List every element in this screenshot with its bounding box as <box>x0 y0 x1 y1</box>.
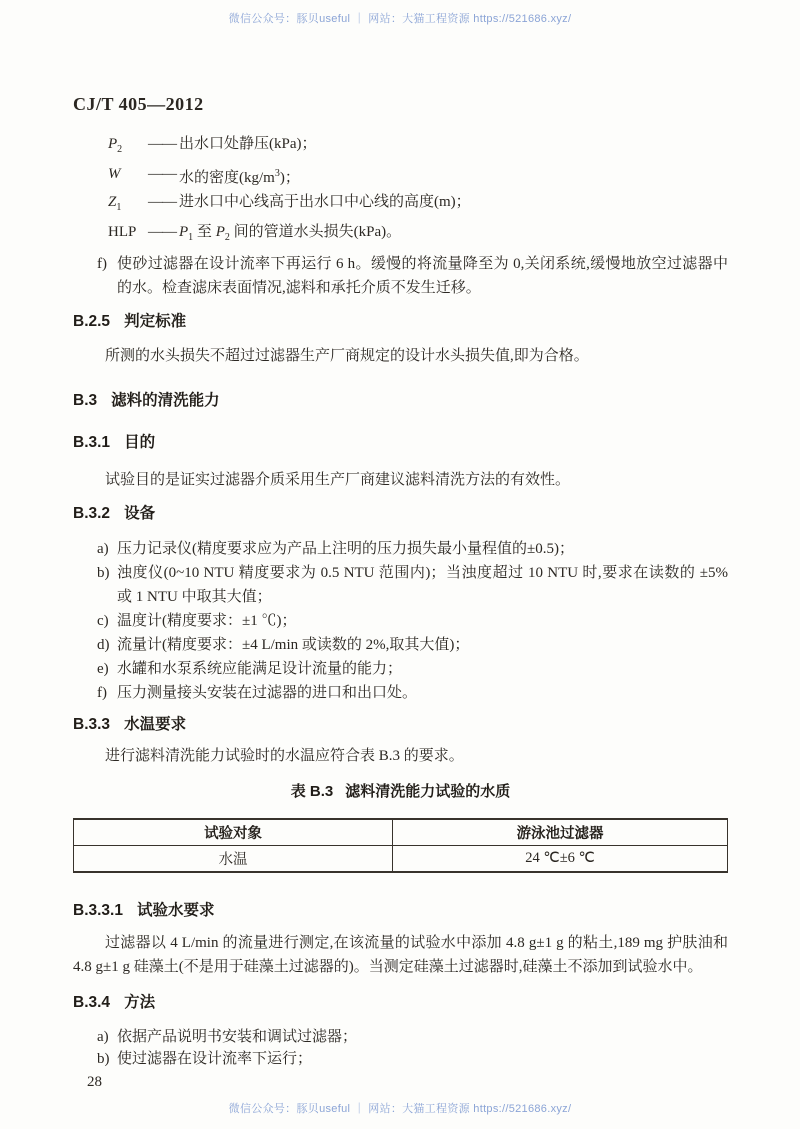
definition-w-desc-pre: 水的密度(kg/m <box>179 170 275 186</box>
symbol-w-letter: W <box>108 166 121 182</box>
section-heading-b3 <box>73 391 728 411</box>
table-header-test-object: 试验对象 <box>74 819 393 846</box>
table-row <box>74 846 728 873</box>
watermark-bottom: 微信公众号：豚贝useful ｜ 网站：大猫工程资源 https://521686.xyz/ <box>228 1103 572 1115</box>
watermark-top: 微信公众号：豚贝useful ｜ 网站：大猫工程资源 https://521686.xyz/ <box>228 13 572 25</box>
table-cell-water-temp-value: 24 ℃±6 ℃ <box>393 846 728 873</box>
symbol-p1-subscript: 1 <box>188 232 194 243</box>
section-title: 水温要求 <box>124 716 187 733</box>
section-title: 设备 <box>124 505 156 522</box>
paragraph-b2-5: 所测的水头损失不超过过滤器生产厂商规定的设计水头损失值,即为合格。 <box>105 348 589 364</box>
symbol-p2-subscript: 2 <box>117 144 123 155</box>
symbol-p1-letter: P <box>179 224 189 240</box>
list-item-text: 使过滤器在设计流率下运行； <box>117 1051 313 1067</box>
list-marker: e) <box>97 661 109 677</box>
definition-w-superscript: 3 <box>274 168 280 179</box>
definition-dash: —— <box>148 166 176 182</box>
list-item-text: 流量计(精度要求：±4 L/min 或读数的 2%,取其大值)； <box>117 637 470 653</box>
section-heading-b3-2 <box>73 504 728 524</box>
definition-dash: —— <box>148 224 176 240</box>
definition-dash: —— <box>148 194 176 210</box>
symbol-p2-subscript: 2 <box>224 232 230 243</box>
section-number: B.3.4 <box>73 994 111 1011</box>
definition-row-p2 <box>108 132 728 162</box>
table-caption-title: 滤料清洗能力试验的水质 <box>345 783 511 800</box>
list-item-a <box>73 1026 728 1048</box>
symbol-z1-letter: Z <box>108 194 117 210</box>
list-item-f-sand-filter <box>73 252 728 300</box>
table-caption-label: 表 B.3 <box>290 783 334 800</box>
list-marker: d) <box>97 637 110 653</box>
symbol-w <box>108 162 148 190</box>
definition-hlp-desc <box>179 220 401 250</box>
section-number: B.3.1 <box>73 434 111 451</box>
symbol-p2 <box>108 132 148 162</box>
section-title: 试验水要求 <box>136 902 215 919</box>
section-heading-b2-5 <box>73 312 728 332</box>
section-number: B.3 <box>73 392 98 409</box>
symbol-definitions <box>108 132 728 250</box>
list-item-text: 水罐和水泵系统应能满足设计流量的能力； <box>117 661 403 677</box>
list-item-d <box>73 633 728 657</box>
page-number: 28 <box>87 1074 102 1090</box>
method-list <box>73 1026 728 1070</box>
list-item-f <box>73 681 728 705</box>
list-marker: a) <box>97 541 109 557</box>
definition-row-hlp <box>108 220 728 250</box>
list-item-text: 压力测量接头安装在过滤器的进口和出口处。 <box>117 685 418 701</box>
list-item-text: 依据产品说明书安装和调试过滤器； <box>117 1029 358 1045</box>
symbol-hlp: HLP <box>108 224 137 240</box>
section-heading-b3-1 <box>73 433 728 453</box>
definition-p2-desc: 出水口处静压(kPa)； <box>179 136 317 152</box>
list-marker: a) <box>97 1029 109 1045</box>
list-marker: c) <box>97 613 109 629</box>
definition-z1-desc: 进水口中心线高于出水口中心线的高度(m)； <box>179 194 471 210</box>
symbol-z1-subscript: 1 <box>116 202 122 213</box>
section-heading-b3-3 <box>73 715 728 735</box>
section-heading-b3-3-1 <box>73 901 728 921</box>
list-marker: b) <box>97 1051 110 1067</box>
list-marker: b) <box>97 565 110 581</box>
section-number: B.3.3 <box>73 716 111 733</box>
list-item-b <box>73 561 728 609</box>
symbol-p2-letter: P <box>215 224 225 240</box>
list-item-c <box>73 609 728 633</box>
list-marker: f) <box>97 685 107 701</box>
list-item-a <box>73 537 728 561</box>
section-number: B.3.2 <box>73 505 111 522</box>
definition-row-w <box>108 162 728 190</box>
paragraph-b3-3-1: 过滤器以 4 L/min 的流量进行测定,在该流量的试验水中添加 4.8 g±1 g 的粘土,189 mg 护肤油和 4.8 g±1 g 硅藻土(不是用于硅藻土过滤器的)。当测定硅藻土过滤器时,硅藻土不添加到试验水中。 <box>73 935 728 975</box>
section-number: B.3.3.1 <box>73 902 123 919</box>
table-b3 <box>73 818 728 873</box>
definition-row-z1 <box>108 190 728 220</box>
table-header-row <box>74 819 728 846</box>
paragraph-b3-3: 进行滤料清洗能力试验时的水温应符合表 B.3 的要求。 <box>105 748 464 764</box>
table-header-pool-filter: 游泳池过滤器 <box>393 819 728 846</box>
definition-hlp-mid: 至 <box>193 224 216 240</box>
table-caption <box>73 782 728 802</box>
definition-w-desc-post: )； <box>279 170 300 186</box>
list-item-text: 压力记录仪(精度要求应为产品上注明的压力损失最小量程值的±0.5)； <box>117 541 574 557</box>
paragraph-b3-1: 试验目的是证实过滤器介质采用生产厂商建议滤料清洗方法的有效性。 <box>105 472 571 488</box>
definition-w-desc <box>179 162 300 190</box>
definition-dash: —— <box>148 136 176 152</box>
section-number: B.2.5 <box>73 313 111 330</box>
section-title: 滤料的清洗能力 <box>111 392 220 409</box>
page-content <box>0 94 800 1092</box>
list-item-text: 浊度仪(0~10 NTU 精度要求为 0.5 NTU 范围内)；当浊度超过 10 NTU 时,要求在读数的 ±5% 或 1 NTU 中取其大值； <box>117 565 728 605</box>
standard-code: CJ/T 405—2012 <box>73 94 204 114</box>
section-heading-b3-4 <box>73 993 728 1013</box>
equipment-list <box>73 537 728 705</box>
section-title: 目的 <box>124 434 156 451</box>
list-item-text: 使砂过滤器在设计流率下再运行 6 h。缓慢的将流量降至为 0,关闭系统,缓慢地放空过滤器中的水。检查滤床表面情况,滤料和承托介质不发生迁移。 <box>117 256 728 296</box>
list-item-b <box>73 1048 728 1070</box>
list-item-e <box>73 657 728 681</box>
list-item-text: 温度计(精度要求：±1 ℃)； <box>117 613 297 629</box>
list-marker: f) <box>97 256 107 272</box>
section-title: 判定标准 <box>124 313 187 330</box>
symbol-z1 <box>108 190 148 220</box>
definition-hlp-rest: 间的管道水头损失(kPa)。 <box>229 224 402 240</box>
section-title: 方法 <box>124 994 156 1011</box>
symbol-p2-letter: P <box>108 136 118 152</box>
table-cell-water-temp-label: 水温 <box>74 846 393 873</box>
